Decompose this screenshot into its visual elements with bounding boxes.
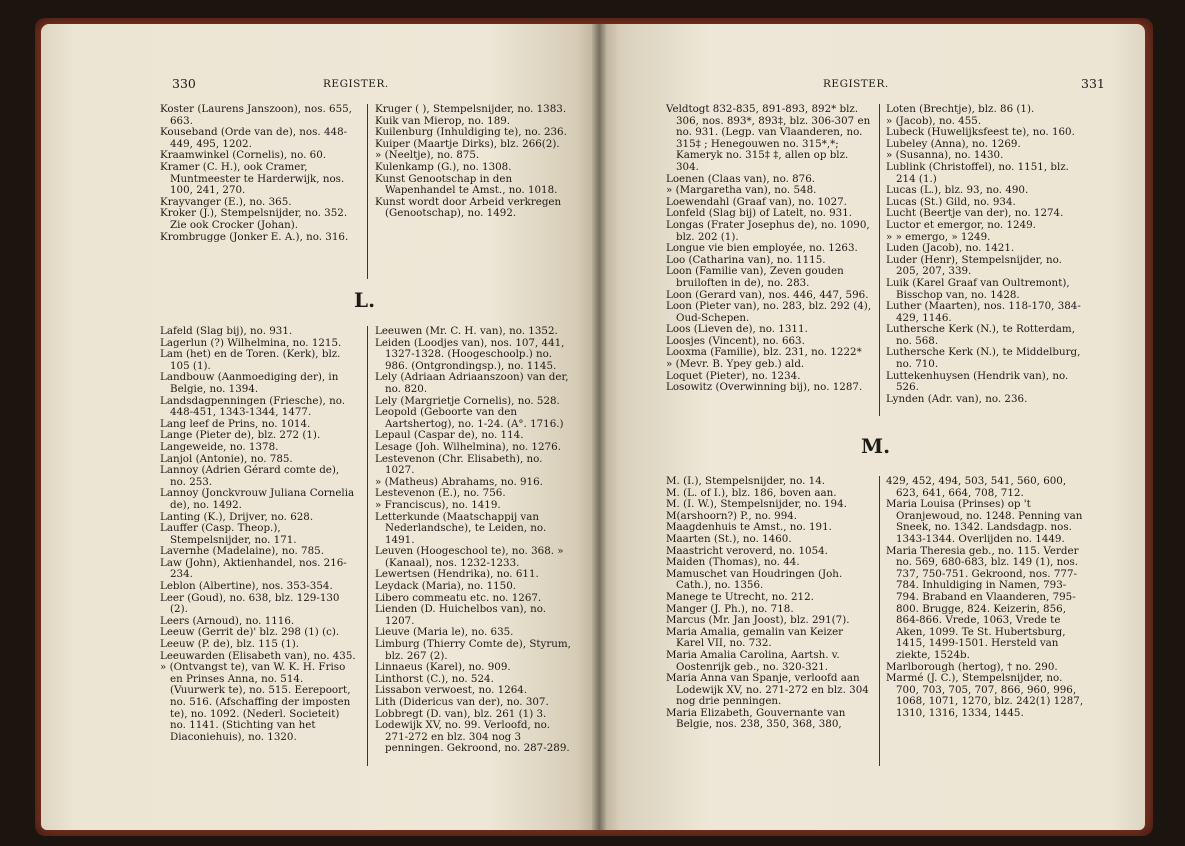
index-entry: Kuiper (Maartje Dirks), blz. 266(2).	[375, 137, 560, 150]
index-entry: Leer (Goud), no. 638, blz. 129-130 (2).	[160, 591, 340, 616]
index-entry: Linnaeus (Karel), no. 909.	[375, 661, 511, 674]
index-entry: Loosjes (Vincent), no. 663.	[666, 334, 805, 347]
index-entry: Maria Amalia Carolina, Aartsh. v. Oostenrijk geb., no. 320-321.	[666, 648, 840, 673]
index-entry: Leydack (Maria), no. 1150.	[375, 580, 517, 593]
index-entry: Lannoy (Adrien Gérard comte de), no. 253.	[160, 464, 340, 488]
l-column-2	[375, 326, 575, 755]
page-number: 330	[172, 76, 196, 91]
index-entry: Loon (Gerard van), nos. 446, 447, 596.	[666, 288, 869, 301]
index-entry: Loten (Brechtje), blz. 86 (1).	[886, 103, 1035, 115]
index-entry: Lely (Adriaan Adriaanszoon) van der, no. 820.	[375, 371, 569, 395]
index-entry: Luthersche Kerk (N.), te Rotterdam, no. 568.	[886, 323, 1075, 347]
index-entry: Lanting (K.), Drijver, no. 628.	[160, 510, 314, 523]
index-entry: Longas (Frater Josephus de), no. 1090, blz. 202 (1).	[666, 218, 870, 243]
index-entry: Lynden (Adr. van), no. 236.	[886, 392, 1028, 405]
index-entry: Libero commeatu etc. no. 1267.	[375, 591, 542, 604]
index-entry: Kouseband (Orde van de), nos. 448-449, 495, 1202.	[160, 126, 348, 150]
index-entry: Kramer (C. H.), ook Cramer, Muntmeester te Harderwijk, nos. 100, 241, 270.	[160, 160, 345, 197]
index-entry: Lobbregt (D. van), blz. 261 (1) 3.	[375, 707, 547, 720]
index-entry: Kunst wordt door Arbeid verkregen (Genootschap), no. 1492.	[375, 195, 562, 220]
index-entry: Maarten (St.), no. 1460.	[666, 532, 792, 545]
index-entry: » (Susanna), no. 1430.	[886, 149, 1004, 162]
index-entry: Maria Anna van Spanje, verloofd aan Lodewijk XV, no. 271-272 en blz. 304 nog drie penningen.	[666, 672, 869, 708]
index-entry: Loenen (Claas van), no. 876.	[666, 172, 816, 185]
index-entry: Leiden (Loodjes van), nos. 107, 441, 1327-1328. (Hoogeschoolp.) no. 986. (Ontgrondingsp.), no. 1145.	[375, 336, 565, 372]
m-column-2	[886, 476, 1086, 719]
index-entry: Luttekenhuysen (Hendrik van), no. 526.	[886, 369, 1069, 394]
index-entry: Maagdenhuis te Amst., no. 191.	[666, 521, 832, 534]
index-entry: Leeuw (P. de), blz. 115 (1).	[160, 638, 300, 651]
index-entry: Kruger ( ), Stempelsnijder, no. 1383.	[375, 103, 567, 115]
left-page	[41, 24, 599, 830]
index-entry: Leers (Arnoud), no. 1116.	[160, 614, 295, 627]
index-entry: M. (L. of I.), blz. 186, boven aan.	[666, 486, 837, 499]
index-entry: Maria Theresia geb., no. 115. Verder no. 569, 680-683, blz. 149 (1), nos. 737, 750-751. Gekroond, nos. 777-784. Inhuldiging in Namen, 793-794. Braband en Vlaanderen, 795-800. Brugge, 824. Keizerin, 856, 864-866. Vrede, 1063, Vrede te Aken, 1099. Te St. Hubertsburg, 1415, 1499-1501. Hersteld van ziekte, 1524b.	[886, 544, 1079, 661]
index-entry: M. (I. W.), Stempelsnijder, no. 194.	[666, 498, 847, 511]
index-entry: Loon (Familie van), Zeven gouden bruiloften in de), no. 283.	[666, 265, 844, 289]
index-entry: Maria Elizabeth, Gouvernante van Belgie, nos. 238, 350, 368, 380,	[666, 706, 846, 731]
index-entry: Kunst Genootschap in den Wapenhandel te Amst., no. 1018.	[375, 172, 558, 197]
index-entry: Leeuw (Gerrit de)' blz. 298 (1) (c).	[160, 626, 340, 639]
index-entry: Leblon (Albertine), nos. 353-354.	[160, 580, 333, 593]
index-entry: Krayvanger (E.), no. 365.	[160, 195, 292, 208]
index-entry: Lang leef de Prins, no. 1014.	[160, 417, 311, 430]
index-entry: Lestevenon (Chr. Elisabeth), no. 1027.	[375, 452, 543, 477]
l-column-3	[666, 104, 872, 394]
index-entry: Leopold (Geboorte van den Aartshertog), no. 1-24. (A°. 1716.)	[375, 406, 564, 430]
index-entry: Luctor et emergor, no. 1249.	[886, 218, 1036, 231]
column-rule	[367, 326, 368, 766]
index-entry: Loewendahl (Graaf van), no. 1027.	[666, 195, 847, 208]
index-entry: Linthorst (C.), no. 524.	[375, 672, 494, 685]
column-rule	[367, 104, 368, 279]
index-entry: Maastricht veroverd, no. 1054.	[666, 544, 828, 557]
index-entry: M(arshoorn?) P., no. 994.	[666, 509, 798, 522]
index-entry: Luther (Maarten), nos. 118-170, 384-429, 1146.	[886, 300, 1081, 324]
index-entry: Luthersche Kerk (N.), te Middelburg, no. 710.	[886, 346, 1081, 371]
index-entry: Luder (Henr), Stempelsnijder, no. 205, 207, 339.	[886, 253, 1062, 278]
index-entry: 429, 452, 494, 503, 541, 560, 600, 623, 641, 664, 708, 712.	[886, 475, 1067, 499]
index-entry: Losowitz (Overwinning bij), no. 1287.	[666, 381, 863, 394]
index-entry: Leeuwen (Mr. C. H. van), no. 1352.	[375, 325, 558, 337]
index-entry: Maria Louisa (Prinses) op 't Oranjewoud, no. 1248. Penning van Sneek, no. 1342. Landsdagp. nos. 1343-1344. Overlijden no. 1449.	[886, 498, 1083, 545]
index-entry: » (Margaretha van), no. 548.	[666, 184, 817, 197]
index-entry: Marmé (J. C.), Stempelsnijder, no. 700, 703, 705, 707, 866, 960, 996, 1068, 1071, 1270, blz. 242(1) 1287, 1310, 1316, 1334, 1445.	[886, 672, 1084, 719]
index-entry: Loos (Lieven de), no. 1311.	[666, 323, 808, 336]
index-entry: Loo (Catharina van), no. 1115.	[666, 253, 826, 266]
index-entry: Koster (Laurens Janszoon), nos. 655, 663.	[160, 103, 352, 127]
index-entry: Landsdagpenningen (Friesche), no. 448-451, 1343-1344, 1477.	[160, 394, 346, 419]
index-entry: Lith (Didericus van der), no. 307.	[375, 696, 549, 708]
index-entry: » (Neeltje), no. 875.	[375, 149, 480, 162]
index-entry: Langeweide, no. 1378.	[160, 440, 279, 453]
running-head: REGISTER.	[823, 78, 889, 90]
index-entry: Lucas (L.), blz. 93, no. 490.	[886, 184, 1029, 197]
index-entry: Manege te Utrecht, no. 212.	[666, 590, 814, 603]
index-entry: Maiden (Thomas), no. 44.	[666, 556, 800, 569]
index-entry: Lely (Margrietje Cornelis), no. 528.	[375, 394, 560, 407]
index-entry: Lublink (Christoffel), no. 1151, blz. 214 (1.)	[886, 160, 1069, 185]
index-entry: Lieuve (Maria le), no. 635.	[375, 626, 514, 639]
running-head: REGISTER.	[323, 78, 389, 90]
open-book	[35, 18, 1153, 836]
index-entry: Lonfeld (Slag bij) of Latelt, no. 931.	[666, 207, 853, 220]
index-entry: » (Matheus) Abrahams, no. 916.	[375, 475, 543, 488]
index-entry: Luik (Karel Graaf van Oultremont), Bisschop van, no. 1428.	[886, 276, 1070, 301]
index-entry: Mamuschet van Houdringen (Joh. Cath.), no. 1356.	[666, 567, 843, 592]
column-rule	[879, 104, 880, 416]
index-entry: Lagerlun (?) Wilhelmina, no. 1215.	[160, 336, 342, 349]
k-column-1	[160, 104, 358, 243]
index-entry: Kuik van Mierop, no. 189.	[375, 114, 511, 127]
index-entry: Lissabon verwoest, no. 1264.	[375, 684, 528, 697]
l-column-4	[886, 104, 1086, 405]
index-entry: » (Mevr. B. Ypey geb.) ald.	[666, 358, 805, 371]
index-entry: Lavernhe (Madelaine), no. 785.	[160, 545, 324, 558]
index-entry: M. (I.), Stempelsnijder, no. 14.	[666, 475, 826, 487]
index-entry: Leeuwarden (Elisabeth van), no. 435.	[160, 649, 356, 662]
section-letter: L.	[354, 288, 376, 312]
index-entry: Lam (het) en de Toren. (Kerk), blz. 105 (1).	[160, 348, 341, 372]
index-entry: Lanjol (Antonie), no. 785.	[160, 452, 293, 465]
index-entry: » Franciscus), no. 1419.	[375, 498, 501, 511]
section-letter: M.	[861, 434, 891, 458]
index-entry: Lodewijk XV, no. 99. Verloofd, no. 271-272 en blz. 304 nog 3 penningen. Gekroond, no. 287-289.	[375, 719, 570, 755]
index-entry: Lange (Pieter de), blz. 272 (1).	[160, 429, 321, 442]
index-entry: Loquet (Pieter), no. 1234.	[666, 369, 801, 382]
index-entry: Kulenkamp (G.), no. 1308.	[375, 160, 512, 173]
index-entry: Kraamwinkel (Cornelis), no. 60.	[160, 149, 327, 162]
index-entry: Lubeley (Anna), no. 1269.	[886, 137, 1021, 150]
index-entry: Marlborough (hertog), † no. 290.	[886, 660, 1058, 673]
index-entry: Leuven (Hoogeschool te), no. 368. » (Kanaal), nos. 1232-1233.	[375, 545, 564, 569]
index-entry: » (Ontvangst te), van W. K. H. Friso en Prinses Anna, no. 514. (Vuurwerk te), no. 515. Eerepoort, no. 516. (Afschaffing der imposten te), no. 1092. (Nederl. Societeit) no. 1141. (Stichting van het Diaconiehuis), no. 1320.	[160, 661, 351, 743]
index-entry: Landbouw (Aanmoediging der), in Belgie, no. 1394.	[160, 371, 339, 395]
right-page	[599, 24, 1145, 830]
index-entry: Lauffer (Casp. Theop.), Stempelsnijder, no. 171.	[160, 522, 297, 546]
index-entry: Law (John), Aktienhandel, nos. 216-234.	[160, 556, 347, 581]
k-column-2	[375, 104, 575, 220]
index-entry: Kroker (J.), Stempelsnijder, no. 352. Zie ook Crocker (Johan).	[160, 207, 348, 231]
index-entry: Lewertsen (Hendrika), no. 611.	[375, 568, 539, 581]
index-entry: Lannoy (Jonckvrouw Juliana Cornelia de), no. 1492.	[160, 487, 355, 511]
index-entry: Veldtogt 832-835, 891-893, 892* blz. 306, nos. 893*, 893‡, blz. 306-307 en no. 931. (Legp. van Vlaanderen, no. 315‡ ; Henegouwen no. 315*,*; Kameryk no. 315‡ ‡, allen op blz. 304.	[666, 103, 871, 173]
index-entry: Limburg (Thierry Comte de), Styrum, blz. 267 (2).	[375, 638, 571, 662]
column-rule	[879, 476, 880, 766]
page-number: 331	[1081, 76, 1105, 91]
index-entry: Letterkunde (Maatschappij van Nederlandsche), te Leiden, no. 1491.	[375, 510, 547, 546]
index-entry: Maria Amalia, gemalin van Keizer Karel VII, no. 732.	[666, 625, 844, 650]
book-gutter	[592, 24, 606, 830]
index-entry: Loon (Pieter van), no. 283, blz. 292 (4), Oud-Schepen.	[666, 300, 872, 324]
index-entry: Kuilenburg (Inhuldiging te), no. 236.	[375, 126, 567, 139]
l-column-1	[160, 326, 358, 743]
index-entry: Krombrugge (Jonker E. A.), no. 316.	[160, 230, 349, 243]
index-entry: Lesage (Joh. Wilhelmina), no. 1276.	[375, 440, 561, 453]
m-column-1	[666, 476, 872, 731]
index-entry: Lucas (St.) Gild, no. 934.	[886, 195, 1016, 208]
index-entry: Lubeck (Huwelijksfeest te), no. 160.	[886, 126, 1075, 139]
index-entry: Lafeld (Slag bij), no. 931.	[160, 325, 293, 337]
index-entry: Marcus (Mr. Jan Joost), blz. 291(7).	[666, 614, 850, 627]
index-entry: Looxma (Familie), blz. 231, no. 1222*	[666, 346, 862, 359]
index-entry: Lepaul (Caspar de), no. 114.	[375, 429, 524, 442]
index-entry: Lucht (Beertje van der), no. 1274.	[886, 207, 1064, 220]
index-entry: Lestevenon (E.), no. 756.	[375, 487, 506, 500]
index-entry: » » emergo, » 1249.	[886, 230, 991, 243]
index-entry: Manger (J. Ph.), no. 718.	[666, 602, 794, 615]
index-entry: Luden (Jacob), no. 1421.	[886, 242, 1015, 255]
index-entry: Lienden (D. Huichelbos van), no. 1207.	[375, 603, 547, 627]
index-entry: » (Jacob), no. 455.	[886, 114, 982, 127]
index-entry: Longue vie bien employée, no. 1263.	[666, 242, 858, 255]
